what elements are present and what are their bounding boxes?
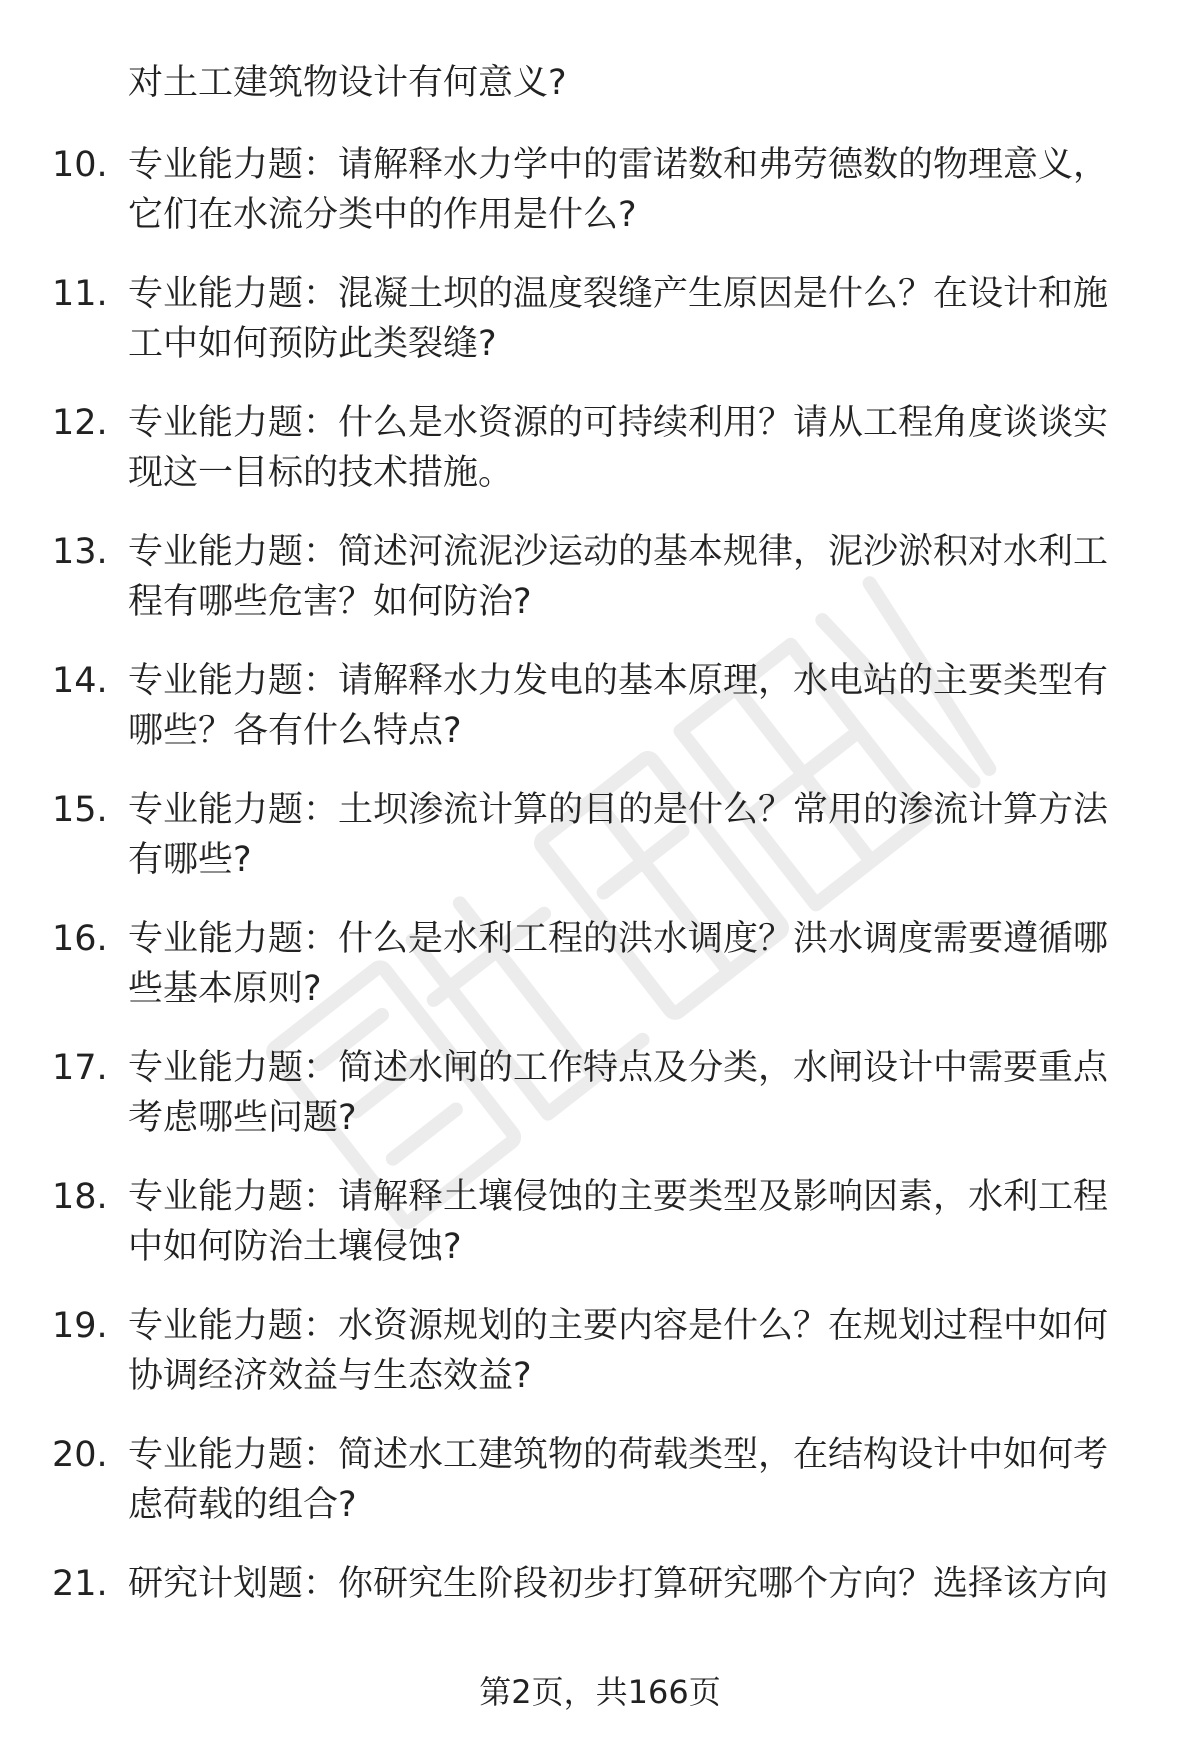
question-number: 13. (52, 532, 108, 572)
question-text (128, 1043, 1138, 1143)
question-item (0, 1430, 1200, 1559)
question-text-line: 虑荷载的组合? (128, 1485, 357, 1525)
question-text (128, 269, 1138, 369)
question-item (0, 785, 1200, 914)
question-number: 12. (52, 403, 108, 443)
question-text (128, 656, 1138, 756)
question-number: 19. (52, 1306, 108, 1346)
question-text-line: 协调经济效益与生态效益? (128, 1356, 532, 1396)
question-number: 18. (52, 1177, 108, 1217)
question-item (0, 1301, 1200, 1430)
question-number: 11. (52, 274, 108, 314)
question-list (0, 140, 1200, 1688)
question-text-line: 哪些？各有什么特点? (128, 711, 462, 751)
question-text (128, 1430, 1138, 1530)
question-text (128, 785, 1138, 885)
question-number: 17. (52, 1048, 108, 1088)
question-item (0, 269, 1200, 398)
question-number: 21. (52, 1564, 108, 1604)
question-text (128, 1559, 1138, 1609)
question-text-line: 专业能力题：请解释土壤侵蚀的主要类型及影响因素，水利工程 (128, 1177, 1109, 1217)
question-text-line: 专业能力题：水资源规划的主要内容是什么？在规划过程中如何 (128, 1306, 1109, 1346)
question-text-line: 研究计划题：你研究生阶段初步打算研究哪个方向？选择该方向 (128, 1564, 1109, 1604)
question-number: 14. (52, 661, 108, 701)
page-footer: 第2页，共166页 (479, 1673, 721, 1711)
question-item (0, 398, 1200, 527)
question-text-line: 专业能力题：什么是水资源的可持续利用？请从工程角度谈谈实 (128, 403, 1109, 443)
question-text-line: 专业能力题：简述水工建筑物的荷载类型，在结构设计中如何考 (128, 1435, 1109, 1475)
question-number: 10. (52, 145, 108, 185)
question-text-line: 有哪些? (128, 840, 252, 880)
question-text-line: 它们在水流分类中的作用是什么? (128, 195, 637, 235)
question-text-line: 中如何防治土壤侵蚀? (128, 1227, 462, 1267)
question-text-line: 些基本原则? (128, 969, 322, 1009)
question-text-line: 专业能力题：简述水闸的工作特点及分类，水闸设计中需要重点 (128, 1048, 1109, 1088)
question-text-line: 专业能力题：简述河流泥沙运动的基本规律，泥沙淤积对水利工 (128, 532, 1109, 572)
question-text-line: 专业能力题：什么是水利工程的洪水调度？洪水调度需要遵循哪 (128, 919, 1109, 959)
question-text-line: 专业能力题：请解释水力学中的雷诺数和弗劳德数的物理意义， (128, 145, 1109, 185)
question-item (0, 1559, 1200, 1688)
question-text (128, 1172, 1138, 1272)
question-number: 16. (52, 919, 108, 959)
question-text (128, 398, 1138, 498)
question-text-line: 专业能力题：土坝渗流计算的目的是什么？常用的渗流计算方法 (128, 790, 1109, 830)
question-text (128, 140, 1138, 240)
question-text (128, 527, 1138, 627)
question-number: 20. (52, 1435, 108, 1475)
question-text (128, 1301, 1138, 1401)
question-text-line: 程有哪些危害？如何防治? (128, 582, 532, 622)
question-item (0, 1172, 1200, 1301)
question-text-line: 专业能力题：混凝土坝的温度裂缝产生原因是什么？在设计和施 (128, 274, 1109, 314)
question-item (0, 656, 1200, 785)
question-text-line: 现这一目标的技术措施。 (128, 453, 514, 493)
question-item (0, 527, 1200, 656)
question-text-line: 工中如何预防此类裂缝? (128, 324, 497, 364)
question-item (0, 1043, 1200, 1172)
question-text-line: 考虑哪些问题? (128, 1098, 357, 1138)
question-item (0, 914, 1200, 1043)
question-number: 15. (52, 790, 108, 830)
continuation-line: 对土工建筑物设计有何意义? (128, 63, 567, 103)
question-text-line: 专业能力题：请解释水力发电的基本原理，水电站的主要类型有 (128, 661, 1109, 701)
question-item (0, 140, 1200, 269)
question-text (128, 914, 1138, 1014)
